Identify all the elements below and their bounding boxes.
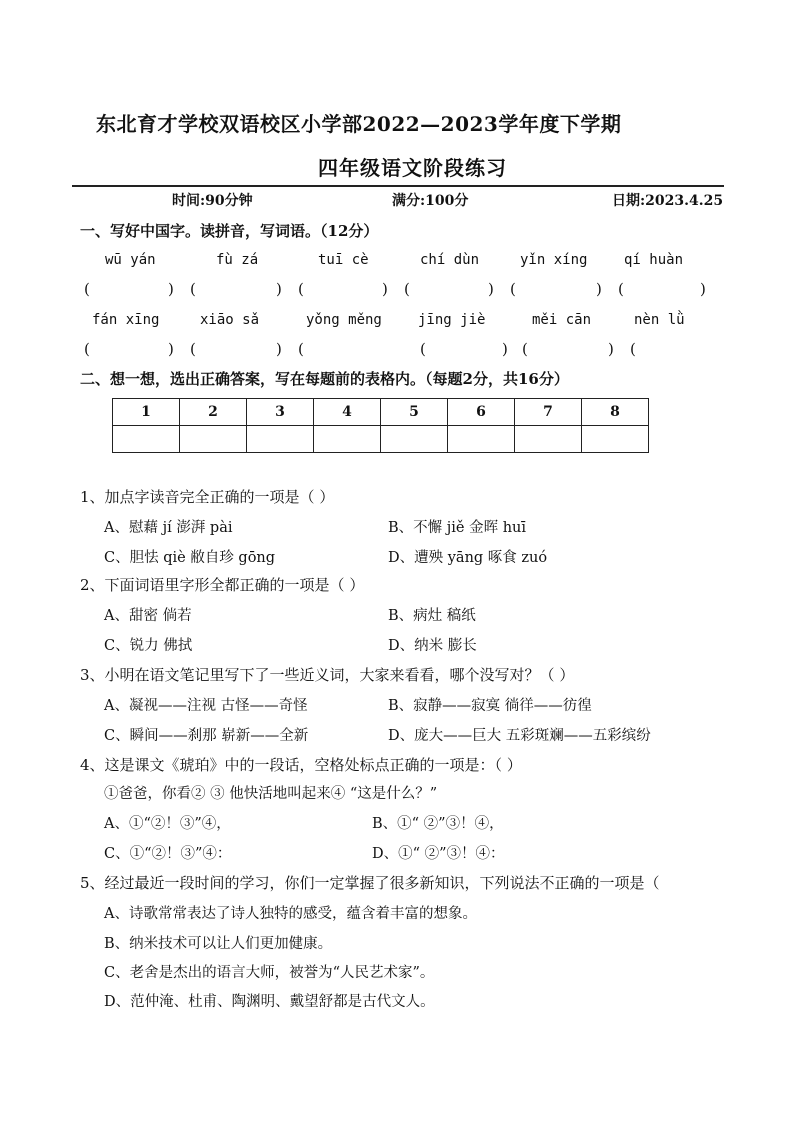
answer-paren-open: ( [522,340,528,358]
pinyin-item: yǒng měng [306,312,382,328]
answer-paren-open: ( [298,280,304,298]
answer-paren-open: ( [84,340,90,358]
answer-table-number: 6 [448,399,515,426]
section1-heading: 一、写好中国字。读拼音，写词语。（12分） [80,222,379,240]
answer-paren-close: ) [488,280,494,298]
question-4-option-d: D、①“ ②”③！④： [372,846,505,862]
question-3-option-c: C、瞬间——刹那 崭新——全新 [104,728,309,744]
answer-cell[interactable] [314,426,381,453]
pinyin-item: nèn lǜ [634,312,685,328]
question-3-stem: 3、小明在语文笔记里写下了一些近义词，大家来看看，哪个没写对？（ ） [80,666,575,684]
answer-cell[interactable] [515,426,582,453]
question-3-option-b: B、寂静——寂寞 徜徉——彷徨 [388,698,592,714]
question-4-option-a: A、①“②！③”④， [104,816,231,832]
question-1-option-a: A、慰藉 jí 澎湃 pài [104,520,233,536]
answer-paren-open: ( [190,340,196,358]
answer-table-number: 2 [180,399,247,426]
pinyin-item: měi cān [532,312,592,328]
question-1-option-c: C、胆怯 qiè 敝自珍 gōng [104,550,276,566]
exam-score: 满分:100分 [392,193,469,209]
pinyin-item: xiāo sǎ [200,312,260,328]
answer-paren-open: ( [84,280,90,298]
answer-cell[interactable] [582,426,649,453]
pinyin-item: fán xīng [92,312,160,328]
question-2-option-c: C、锐力 佛拭 [104,638,193,654]
answer-cell[interactable] [448,426,515,453]
answer-cell[interactable] [381,426,448,453]
question-1-option-d: D、遭殃 yāng 啄食 zuó [388,550,548,566]
section2-heading: 二、想一想，选出正确答案，写在每题前的表格内。（每题2分，共16分） [80,370,569,388]
pinyin-item: wū yán [105,252,156,268]
question-5-option-a: A、诗歌常常表达了诗人独特的感受，蕴含着丰富的想象。 [104,906,477,922]
answer-paren-close: ) [596,280,602,298]
question-5-option-d: D、范仲淹、杜甫、陶渊明、戴望舒都是古代文人。 [104,994,435,1010]
answer-table-number: 7 [515,399,582,426]
answer-paren-close: ) [168,280,174,298]
answer-paren-open: ( [404,280,410,298]
pinyin-item: tuī cè [318,252,369,268]
answer-paren-close: ) [700,280,706,298]
pinyin-item: jīng jiè [418,312,486,328]
answer-paren-open: ( [618,280,624,298]
pinyin-item: yǐn xíng [520,252,588,268]
answer-paren-close: ) [276,280,282,298]
exam-time: 时间:90分钟 [172,193,253,209]
answer-table [112,398,649,453]
pinyin-item: chí dùn [420,252,480,268]
exam-date: 日期:2023.4.25 [612,193,724,209]
answer-paren-open: ( [298,340,304,358]
question-4-option-b: B、①“ ②”③！④， [372,816,504,832]
answer-table-blank-row [113,426,649,453]
answer-paren-close: ) [276,340,282,358]
answer-table-number: 3 [247,399,314,426]
answer-paren-open: ( [190,280,196,298]
question-5-option-b: B、纳米技术可以让人们更加健康。 [104,936,333,952]
answer-paren-close: ) [382,280,388,298]
answer-cell[interactable] [247,426,314,453]
question-4-quote: ①爸爸，你看② ③ 他快活地叫起来④ “这是什么？” [104,786,438,802]
header-divider [72,185,724,187]
question-3-option-a: A、凝视——注视 古怪——奇怪 [104,698,308,714]
answer-paren-open: ( [510,280,516,298]
question-5-option-c: C、老舍是杰出的语言大师，被誉为“人民艺术家”。 [104,965,435,981]
question-1-option-b: B、不懈 jiě 金晖 huī [388,520,527,536]
question-5-stem: 5、经过最近一段时间的学习，你们一定掌握了很多新知识，下列说法不正确的一项是（ [80,874,660,892]
answer-table-header-row [113,399,649,426]
question-1-stem: 1、加点字读音完全正确的一项是（ ） [80,488,335,506]
answer-table-number: 8 [582,399,649,426]
answer-paren-close: ) [168,340,174,358]
question-4-option-c: C、①“②！③”④： [104,846,232,862]
question-2-option-b: B、病灶 稿纸 [388,608,476,624]
answer-paren-open: ( [630,340,636,358]
question-2-option-a: A、甜密 倘若 [104,608,192,624]
pinyin-item: fù zá [216,252,259,268]
answer-cell[interactable] [180,426,247,453]
answer-paren-close: ) [502,340,508,358]
question-4-stem: 4、这是课文《琥珀》中的一段话，空格处标点正确的一项是：（ ） [80,756,522,774]
question-2-stem: 2、下面词语里字形全都正确的一项是（ ） [80,576,365,594]
answer-table-number: 4 [314,399,381,426]
question-2-option-d: D、纳米 膨长 [388,638,477,654]
pinyin-item: qí huàn [624,252,684,268]
question-3-option-d: D、庞大——巨大 五彩斑斓——五彩缤纷 [388,728,651,744]
exam-title-subject: 四年级语文阶段练习 [318,156,507,180]
answer-cell[interactable] [113,426,180,453]
answer-table-number: 1 [113,399,180,426]
answer-table-number: 5 [381,399,448,426]
answer-paren-close: ) [608,340,614,358]
answer-paren-open: ( [420,340,426,358]
exam-title-school: 东北育才学校双语校区小学部2022—2023学年度下学期 [96,112,622,136]
